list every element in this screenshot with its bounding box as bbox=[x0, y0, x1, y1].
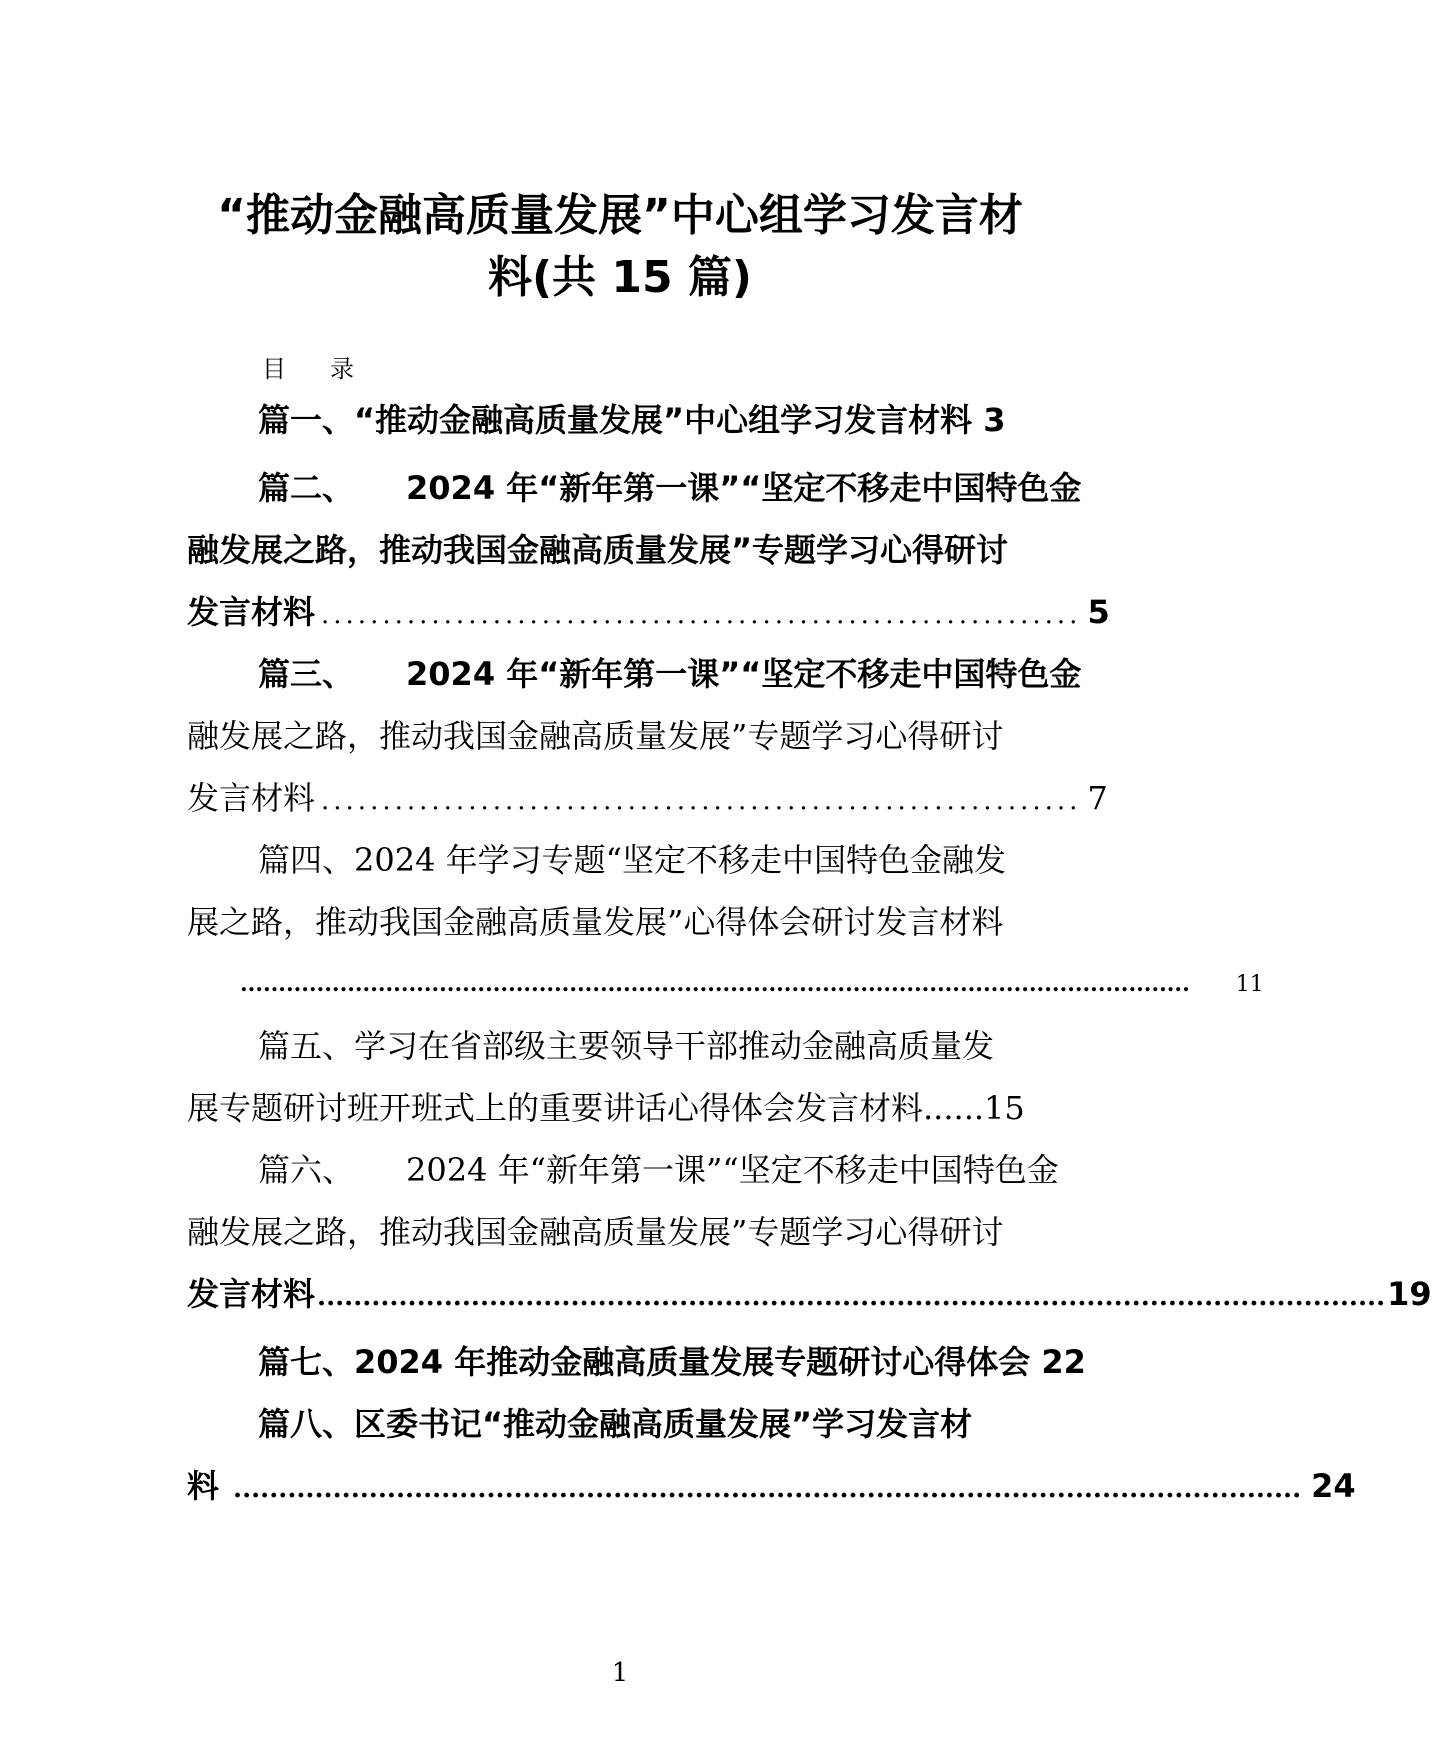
toc-entry-text: 篇七、2024 年推动金融高质量发展专题研讨心得体会 22 bbox=[258, 1343, 1086, 1381]
toc-entry-5-line-1[interactable] bbox=[258, 1024, 994, 1068]
toc-entry-2-line-1[interactable] bbox=[258, 466, 1081, 510]
toc-entry-page-number: 11 bbox=[1235, 972, 1264, 997]
toc-entry-text: 篇四、2024 年学习专题“坚定不移走中国特色金融发 bbox=[258, 841, 1006, 879]
toc-entry-text: 篇五、学习在省部级主要领导干部推动金融高质量发 bbox=[258, 1027, 995, 1065]
toc-entry-text: 展专题研讨班开班式上的重要讲话心得体会发言材料......15 bbox=[187, 1089, 1025, 1127]
toc-entry-6-line-1[interactable] bbox=[258, 1148, 1059, 1192]
toc-entry-text: 2024 年“新年第一课”“坚定不移走中国特色金 bbox=[406, 469, 1082, 507]
toc-entry-6-line-3[interactable] bbox=[187, 1272, 1432, 1319]
document-title-line-2: 料(共 15 篇) bbox=[487, 252, 753, 303]
toc-entry-text: 融发展之路，推动我国金融高质量发展”专题学习心得研讨 bbox=[187, 1213, 1004, 1251]
toc-entry-page-number: 5 bbox=[1087, 593, 1110, 631]
toc-entry-page-number: 7 bbox=[1087, 779, 1108, 817]
toc-entry-text: 篇一、“推动金融高质量发展”中心组学习发言材料 3 bbox=[258, 401, 1006, 439]
toc-entry-label: 篇二、 bbox=[258, 469, 355, 507]
toc-entry-text: 发言材料 bbox=[187, 593, 316, 631]
toc-entry-3-line-1[interactable] bbox=[258, 652, 1081, 696]
toc-entry-8-line-2[interactable] bbox=[187, 1464, 1356, 1511]
toc-entry-label: 篇六、 bbox=[258, 1151, 355, 1189]
toc-entry-8-line-1[interactable] bbox=[258, 1402, 972, 1446]
toc-entry-4-line-2[interactable] bbox=[187, 900, 1003, 944]
page-number: 1 bbox=[611, 1658, 629, 1688]
toc-entry-text: 2024 年“新年第一课”“坚定不移走中国特色金 bbox=[406, 1151, 1059, 1189]
toc-entry-4-line-1[interactable] bbox=[258, 838, 1006, 882]
document-title-line-1: “推动金融高质量发展”中心组学习发言材 bbox=[217, 190, 1023, 241]
toc-heading-char-2: 录 bbox=[330, 355, 354, 383]
toc-entry-page-number: 24 bbox=[1311, 1467, 1356, 1505]
toc-heading-char-1: 目 bbox=[262, 355, 286, 383]
toc-heading bbox=[262, 352, 354, 386]
toc-entry-text: 融发展之路，推动我国金融高质量发展”专题学习心得研讨 bbox=[187, 717, 1004, 755]
toc-entry-text: 料 bbox=[187, 1467, 220, 1505]
toc-entry-2-line-3[interactable] bbox=[187, 590, 1110, 637]
toc-entry-2-line-2[interactable] bbox=[187, 528, 1008, 572]
toc-entry-text: 展之路，推动我国金融高质量发展”心得体会研讨发言材料 bbox=[187, 903, 1004, 941]
toc-entry-text: 发言材料 bbox=[187, 779, 316, 817]
toc-entry-7[interactable] bbox=[258, 1340, 1086, 1384]
toc-entry-text: 融发展之路，推动我国金融高质量发展”专题学习心得研讨 bbox=[187, 531, 1009, 569]
toc-entry-text: 发言材料 bbox=[187, 1275, 316, 1313]
dot-leader: ...................................................................................................................... bbox=[233, 1474, 1302, 1504]
dot-leader: ...................................................................................................................... bbox=[317, 1282, 1386, 1312]
toc-entry-5-line-2[interactable] bbox=[187, 1086, 1025, 1130]
dot-leader: .............................................................. bbox=[321, 786, 1082, 816]
toc-entry-text: 2024 年“新年第一课”“坚定不移走中国特色金 bbox=[406, 655, 1082, 693]
toc-entry-1[interactable] bbox=[258, 398, 1005, 442]
dot-leader: ............................................................................................................................ bbox=[240, 971, 1190, 997]
toc-entry-label: 篇三、 bbox=[258, 655, 355, 693]
toc-entry-4-line-3[interactable] bbox=[240, 962, 1264, 1007]
toc-entry-page-number: 19 bbox=[1387, 1275, 1432, 1313]
toc-entry-6-line-2[interactable] bbox=[187, 1210, 1003, 1254]
toc-entry-text: 篇八、区委书记“推动金融高质量发展”学习发言材 bbox=[258, 1405, 973, 1443]
dot-leader: .............................................................. bbox=[321, 600, 1082, 630]
toc-entry-3-line-3[interactable] bbox=[187, 776, 1108, 823]
toc-entry-3-line-2[interactable] bbox=[187, 714, 1003, 758]
